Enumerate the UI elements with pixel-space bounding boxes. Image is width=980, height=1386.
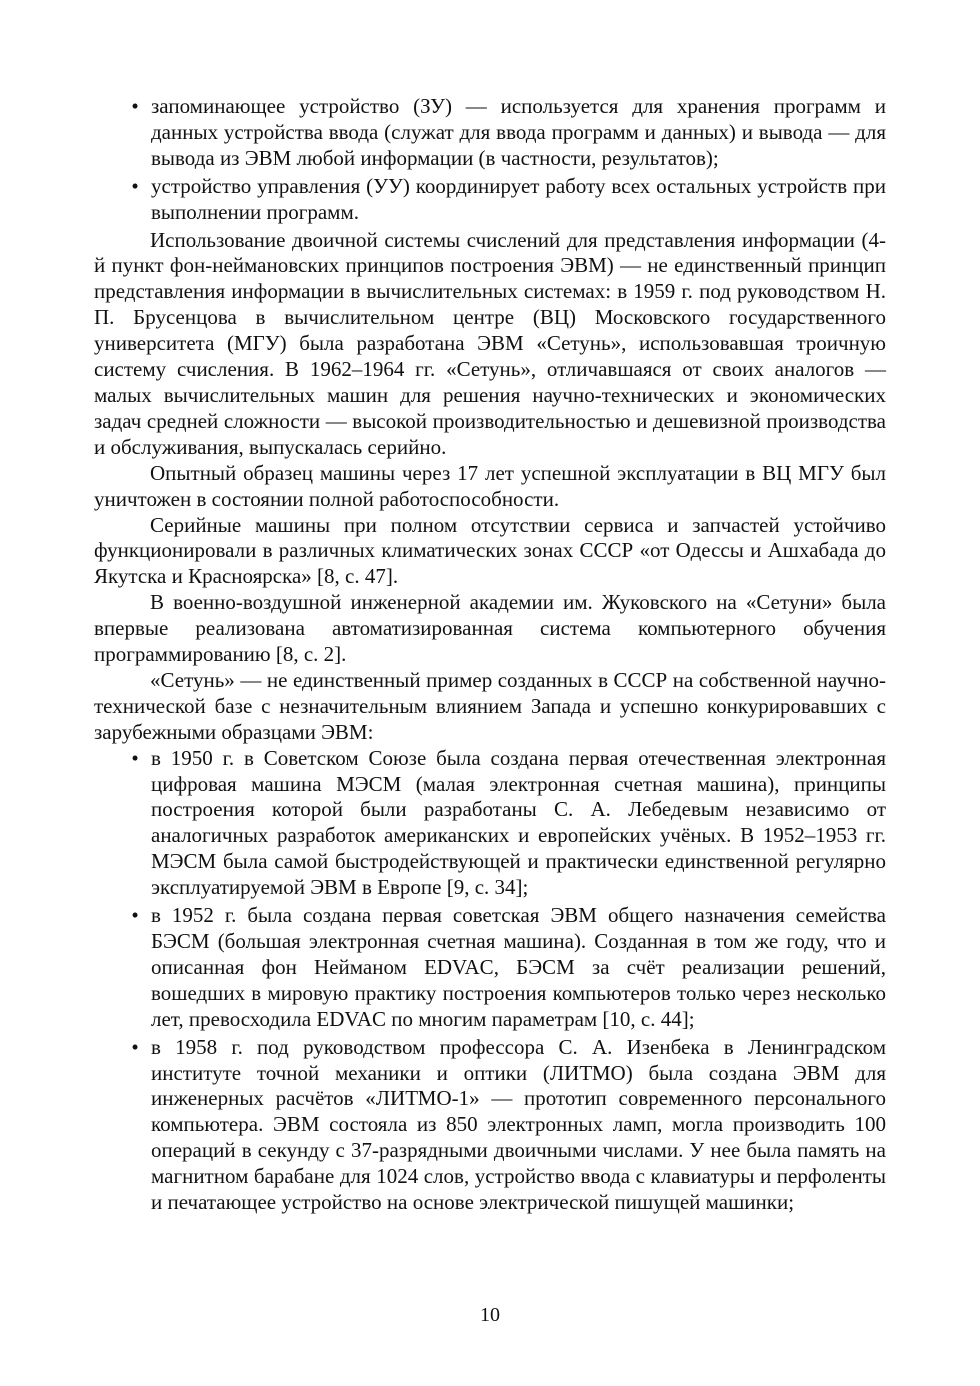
- page-number: 10: [480, 1304, 500, 1326]
- list-item-text: устройство управления (УУ) координирует работу всех остальных устройств при выполнении программ.: [151, 173, 886, 224]
- list-item-text: в 1950 г. в Советском Союзе была создана первая отечественная электронная цифровая машина МЭСМ (малая электронная счетная машина), принципы построения которой были разработаны С. А. Лебедевым независимо от аналогичных разработок американских и европейских учёных. В 1952–1953 гг. МЭСМ была самой быстродействующей и практически единственной регулярно эксплуатируемой ЭВМ в Европе [9, с. 34];: [151, 745, 886, 900]
- list-item: [94, 903, 886, 1033]
- list-item: [94, 746, 886, 901]
- bullet-icon: •: [131, 94, 139, 118]
- list-item-text: в 1958 г. под руководством профессора С. А. Изенбека в Ленинградском институте точной механики и оптики (ЛИТМО) была создана ЭВМ для инженерных расчётов «ЛИТМО-1» — прототип современного персонального компьютера. ЭВМ состояла из 850 электронных ламп, могла производить 100 операций в секунду с 37-разрядными двоичными числами. У нее была память на магнитном барабане для 1024 слов, устройство ввода с клавиатуры и перфоленты и печатающее устройство на основе электрической пишущей машинки;: [151, 1034, 886, 1215]
- list-item: [94, 94, 886, 172]
- paragraph-setun-ternary: Использование двоичной системы счислений для представления информации (4-й пункт фон-неймановских принципов построения ЭВМ) — не единственный принцип представления информации в вычислительных системах: в 1959 г. под руководством Н. П. Брусенцова в вычислительном центре (ВЦ) Московского государственного университета (МГУ) была разработана ЭВМ «Сетунь», использовавшая троичную систему счисления. В 1962–1964 гг. «Сетунь», отличавшаяся от своих аналогов — малых вычислительных машин для решения научно-технических и экономических задач средней сложности — высокой производительностью и дешевизной производства и обслуживания, выпускалась серийно.: [94, 227, 886, 459]
- paragraph-prototype-fate: Опытный образец машины через 17 лет успешной эксплуатации в ВЦ МГУ был уничтожен в состоянии полной работоспособности.: [94, 460, 886, 511]
- page-body: [94, 94, 886, 1218]
- list-item-text: запоминающее устройство (ЗУ) — используется для хранения программ и данных устройства ввода (служат для ввода программ и данных) и вывода — для вывода из ЭВМ любой информации (в частности, результатов);: [151, 94, 886, 170]
- bullet-list-top: [94, 94, 886, 226]
- list-item: [94, 174, 886, 226]
- bullet-icon: •: [131, 1034, 139, 1059]
- paragraph-academy-training: В военно-воздушной инженерной академии им. Жуковского на «Сетуни» была впервые реализована автоматизированная система компьютерного обучения программированию [8, с. 2].: [94, 590, 886, 667]
- bullet-icon: •: [131, 745, 139, 770]
- paragraph-other-examples: «Сетунь» — не единственный пример созданных в СССР на собственной научно-технической базе с незначительным влиянием Запада и успешно конкурировавших с зарубежными образцами ЭВМ:: [94, 667, 886, 744]
- paragraph-serial-machines: Серийные машины при полном отсутствии сервиса и запчастей устойчиво функционировали в различных климатических зонах СССР «от Одессы и Ашхабада до Якутска и Красноярска» [8, с. 47].: [94, 512, 886, 589]
- bullet-list-bottom: [94, 746, 886, 1216]
- list-item: [94, 1035, 886, 1216]
- bullet-icon: •: [131, 173, 139, 198]
- list-item-text: в 1952 г. была создана первая советская ЭВМ общего назначения семейства БЭСМ (большая электронная счетная машина). Созданная в том же году, что и описанная фон Нейманом EDVAC, БЭСМ за счёт реализации решений, вошедших в мировую практику построения компьютеров только через несколько лет, превосходила EDVAC по многим параметрам [10, с. 44];: [151, 903, 886, 1031]
- bullet-icon: •: [131, 903, 139, 928]
